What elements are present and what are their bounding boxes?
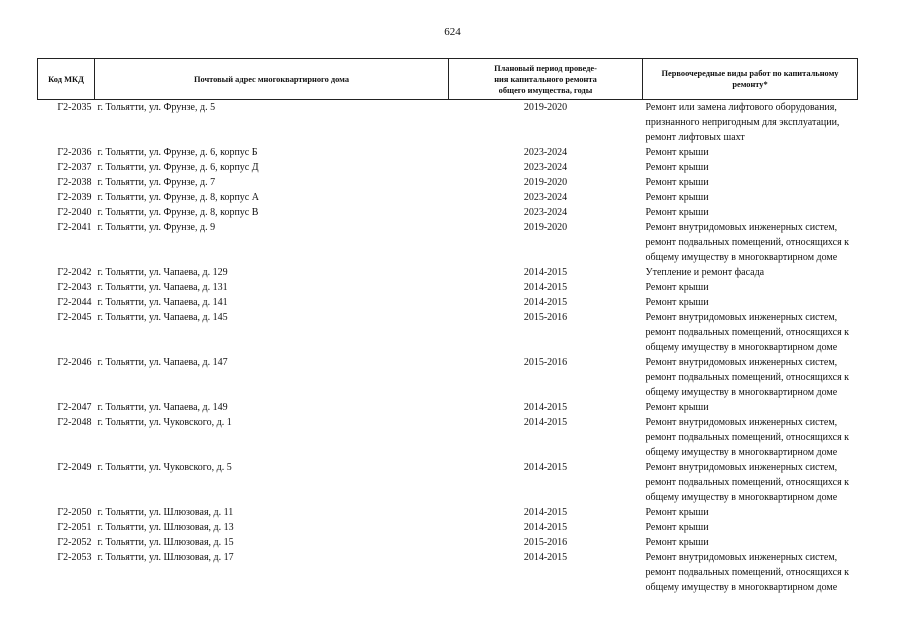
row-works-line: Ремонт крыши xyxy=(645,207,709,218)
row-works xyxy=(643,160,858,175)
header-code: Код МКД xyxy=(38,59,95,100)
row-works xyxy=(643,280,858,295)
table-row xyxy=(38,175,858,190)
row-period: 2023-2024 xyxy=(523,207,568,218)
row-works-line: Ремонт крыши xyxy=(645,162,709,173)
row-code: Г2-2040 xyxy=(57,207,92,218)
row-address: г. Тольятти, ул. Чуковского, д. 5 xyxy=(97,462,232,473)
header-period xyxy=(449,59,643,100)
row-address: г. Тольятти, ул. Шлюзовая, д. 11 xyxy=(97,507,234,518)
row-address: г. Тольятти, ул. Фрунзе, д. 6, корпус Б xyxy=(97,147,258,158)
row-works-line: Ремонт крыши xyxy=(645,192,709,203)
row-works xyxy=(643,400,858,415)
row-code: Г2-2048 xyxy=(57,417,92,428)
row-works-line: Ремонт или замена лифтового оборудования, xyxy=(645,102,837,113)
row-works-line: ремонт лифтовых шахт xyxy=(645,132,745,143)
row-period: 2019-2020 xyxy=(523,177,568,188)
row-works xyxy=(643,310,858,355)
row-works xyxy=(643,355,858,400)
row-code: Г2-2038 xyxy=(57,177,92,188)
row-works xyxy=(643,295,858,310)
row-address: г. Тольятти, ул. Чуковского, д. 1 xyxy=(97,417,232,428)
row-code: Г2-2050 xyxy=(57,507,92,518)
row-period: 2023-2024 xyxy=(523,192,568,203)
row-works-line: Ремонт внутридомовых инженерных систем, xyxy=(645,357,838,368)
row-works xyxy=(643,220,858,265)
row-period: 2014-2015 xyxy=(523,522,568,533)
row-works-line: Ремонт крыши xyxy=(645,177,709,188)
table-row xyxy=(38,520,858,535)
row-works-line: Ремонт крыши xyxy=(645,507,709,518)
table-row xyxy=(38,415,858,460)
page-number: 624 xyxy=(444,26,461,38)
row-works-line: ремонт подвальных помещений, относящихся к xyxy=(645,432,850,443)
row-works xyxy=(643,145,858,160)
row-works-line: общему имуществу в многоквартирном доме xyxy=(645,342,838,353)
row-address: г. Тольятти, ул. Шлюзовая, д. 17 xyxy=(97,552,234,563)
row-works-line: Ремонт крыши xyxy=(645,297,709,308)
row-works xyxy=(643,205,858,220)
row-works-line: ремонт подвальных помещений, относящихся к xyxy=(645,372,850,383)
row-address: г. Тольятти, ул. Чапаева, д. 131 xyxy=(97,282,228,293)
row-code: Г2-2045 xyxy=(57,312,92,323)
table-body xyxy=(38,100,858,596)
row-works xyxy=(643,415,858,460)
table-row xyxy=(38,550,858,595)
row-code: Г2-2043 xyxy=(57,282,92,293)
table-row xyxy=(38,505,858,520)
row-code: Г2-2049 xyxy=(57,462,92,473)
row-period: 2014-2015 xyxy=(523,462,568,473)
row-works-line: Ремонт внутридомовых инженерных систем, xyxy=(645,552,838,563)
table-row xyxy=(38,295,858,310)
table-row xyxy=(38,190,858,205)
table-row xyxy=(38,220,858,265)
row-address: г. Тольятти, ул. Фрунзе, д. 8, корпус В xyxy=(97,207,259,218)
table-row xyxy=(38,265,858,280)
row-address: г. Тольятти, ул. Чапаева, д. 147 xyxy=(97,357,228,368)
row-works xyxy=(643,505,858,520)
row-works xyxy=(643,100,858,146)
row-period: 2014-2015 xyxy=(523,267,568,278)
table-row xyxy=(38,355,858,400)
row-period: 2019-2020 xyxy=(523,222,568,233)
table-row xyxy=(38,205,858,220)
row-period: 2014-2015 xyxy=(523,507,568,518)
row-works xyxy=(643,460,858,505)
table-row xyxy=(38,100,858,146)
header-period-line: общего имущества, годы xyxy=(498,85,593,95)
table-row xyxy=(38,535,858,550)
row-code: Г2-2037 xyxy=(57,162,92,173)
row-works xyxy=(643,550,858,595)
row-works-line: Ремонт внутридомовых инженерных систем, xyxy=(645,222,838,233)
row-code: Г2-2041 xyxy=(57,222,92,233)
row-period: 2014-2015 xyxy=(523,282,568,293)
row-code: Г2-2042 xyxy=(57,267,92,278)
row-address: г. Тольятти, ул. Чапаева, д. 145 xyxy=(97,312,228,323)
row-address: г. Тольятти, ул. Фрунзе, д. 5 xyxy=(97,102,216,113)
row-address: г. Тольятти, ул. Фрунзе, д. 7 xyxy=(97,177,216,188)
row-works-line: общему имуществу в многоквартирном доме xyxy=(645,447,838,458)
row-works-line: Ремонт крыши xyxy=(645,522,709,533)
header-address: Почтовый адрес многоквартирного дома xyxy=(95,59,449,100)
row-works-line: Ремонт внутридомовых инженерных систем, xyxy=(645,312,838,323)
row-code: Г2-2046 xyxy=(57,357,92,368)
row-works-line: Ремонт крыши xyxy=(645,402,709,413)
row-period: 2015-2016 xyxy=(523,312,568,323)
header-period-line: Плановый период проведе- xyxy=(494,63,597,73)
header-works-line: ремонту* xyxy=(732,80,768,89)
row-code: Г2-2047 xyxy=(57,402,92,413)
row-address: г. Тольятти, ул. Чапаева, д. 149 xyxy=(97,402,228,413)
row-period: 2014-2015 xyxy=(523,402,568,413)
row-address: г. Тольятти, ул. Фрунзе, д. 6, корпус Д xyxy=(97,162,259,173)
row-works-line: общему имуществу в многоквартирном доме xyxy=(645,387,838,398)
row-address: г. Тольятти, ул. Фрунзе, д. 9 xyxy=(97,222,216,233)
header-works xyxy=(643,59,858,100)
row-works-line: признанного непригодным для эксплуатации, xyxy=(645,117,840,128)
row-address: г. Тольятти, ул. Чапаева, д. 129 xyxy=(97,267,228,278)
row-period: 2019-2020 xyxy=(523,102,568,113)
row-period: 2015-2016 xyxy=(523,537,568,548)
row-works-line: Ремонт крыши xyxy=(645,147,709,158)
row-works xyxy=(643,265,858,280)
row-address: г. Тольятти, ул. Шлюзовая, д. 13 xyxy=(97,522,234,533)
row-works-line: ремонт подвальных помещений, относящихся к xyxy=(645,477,850,488)
row-works-line: общему имуществу в многоквартирном доме xyxy=(645,492,838,503)
row-works-line: ремонт подвальных помещений, относящихся к xyxy=(645,327,850,338)
row-works xyxy=(643,520,858,535)
row-code: Г2-2052 xyxy=(57,537,92,548)
row-address: г. Тольятти, ул. Шлюзовая, д. 15 xyxy=(97,537,234,548)
row-works-line: Ремонт внутридомовых инженерных систем, xyxy=(645,417,838,428)
table-row xyxy=(38,280,858,295)
row-works-line: Ремонт крыши xyxy=(645,282,709,293)
row-code: Г2-2053 xyxy=(57,552,92,563)
row-address: г. Тольятти, ул. Чапаева, д. 141 xyxy=(97,297,228,308)
table-row xyxy=(38,400,858,415)
row-code: Г2-2039 xyxy=(57,192,92,203)
table-row xyxy=(38,310,858,355)
row-works-line: общему имуществу в многоквартирном доме xyxy=(645,582,838,593)
row-period: 2014-2015 xyxy=(523,552,568,563)
table-row xyxy=(38,460,858,505)
table-row xyxy=(38,145,858,160)
header-period-line: ния капитального ремонта xyxy=(494,74,597,84)
header-works-line: Первоочередные виды работ по капитальному xyxy=(661,69,839,78)
row-works-line: ремонт подвальных помещений, относящихся к xyxy=(645,567,850,578)
row-address: г. Тольятти, ул. Фрунзе, д. 8, корпус А xyxy=(97,192,259,203)
row-works-line: Ремонт крыши xyxy=(645,537,709,548)
row-period: 2014-2015 xyxy=(523,297,568,308)
row-works xyxy=(643,535,858,550)
row-works xyxy=(643,175,858,190)
row-period: 2014-2015 xyxy=(523,417,568,428)
row-code: Г2-2051 xyxy=(57,522,92,533)
table-row xyxy=(38,160,858,175)
row-code: Г2-2044 xyxy=(57,297,92,308)
row-period: 2023-2024 xyxy=(523,147,568,158)
row-period: 2015-2016 xyxy=(523,357,568,368)
row-code: Г2-2035 xyxy=(57,102,92,113)
row-works-line: ремонт подвальных помещений, относящихся к xyxy=(645,237,850,248)
row-period: 2023-2024 xyxy=(523,162,568,173)
row-code: Г2-2036 xyxy=(57,147,92,158)
row-works-line: Утепление и ремонт фасада xyxy=(645,267,765,278)
table-header xyxy=(38,59,858,100)
row-works xyxy=(643,190,858,205)
row-works-line: общему имуществу в многоквартирном доме xyxy=(645,252,838,263)
repair-schedule-table xyxy=(37,58,858,595)
row-works-line: Ремонт внутридомовых инженерных систем, xyxy=(645,462,838,473)
